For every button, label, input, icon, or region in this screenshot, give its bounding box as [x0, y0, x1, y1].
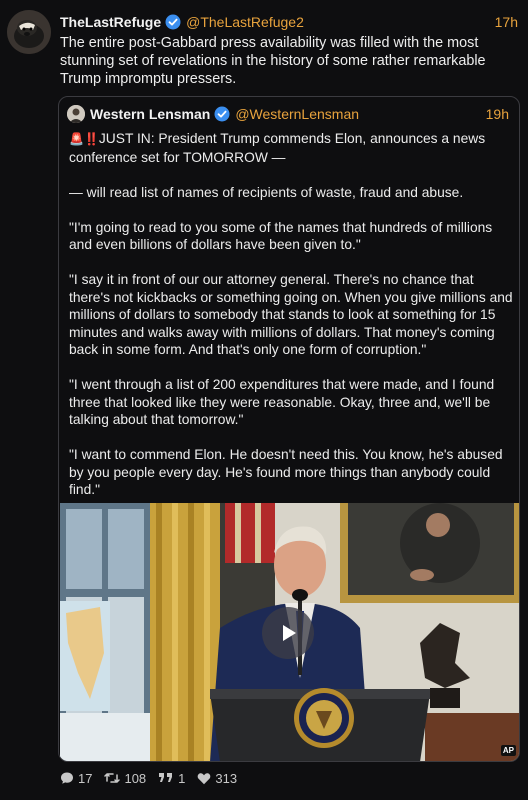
action-bar [60, 769, 249, 787]
quoted-paragraph [69, 130, 515, 166]
post-timestamp[interactable]: 17h [494, 14, 518, 30]
quote-icon [158, 772, 174, 784]
like-count: 313 [215, 770, 238, 786]
post-text: The entire post-Gabbard press availability was filled with the most stunning set of revelations in the history of some rather remarkable Trump impromptu pressers. [60, 35, 486, 87]
repost-button[interactable] [104, 771, 146, 786]
quoted-author-name[interactable]: Western Lensman [90, 106, 211, 122]
heart-icon [197, 772, 211, 785]
post-header [60, 12, 518, 32]
like-button[interactable] [197, 771, 237, 786]
video-thumbnail[interactable] [60, 503, 520, 762]
quoted-post[interactable] [58, 96, 520, 762]
quoted-timestamp[interactable]: 19h [485, 106, 509, 122]
quoted-header [67, 104, 509, 124]
verified-badge-icon [165, 14, 181, 30]
author-name[interactable]: TheLastRefuge [60, 14, 162, 30]
quoted-author-handle[interactable]: @WesternLensman [235, 106, 360, 122]
author-handle[interactable]: @TheLastRefuge2 [186, 14, 304, 30]
reply-button[interactable] [60, 771, 92, 786]
quoted-paragraph: — will read list of names of recipients of waste, fraud and abuse. [69, 184, 464, 200]
quoted-text [69, 130, 515, 516]
verified-badge-icon [214, 106, 230, 122]
repost-count: 108 [124, 770, 147, 786]
play-button[interactable] [262, 607, 314, 659]
quoted-paragraph-text: JUST IN: President Trump commends Elon, announces a news conference set for TOMORROW — [69, 131, 486, 165]
repost-icon [104, 771, 120, 785]
quoted-paragraph: "I went through a list of 200 expenditures that were made, and I found three that looked like they were reasonable. Okay, three and, we'll be talking about that tomorrow." [69, 377, 495, 427]
play-icon [277, 622, 299, 644]
reply-count: 17 [78, 770, 93, 786]
quote-count: 1 [178, 770, 186, 786]
alert-emoji-icon: 🚨‼️ [69, 132, 99, 146]
quote-button[interactable] [158, 771, 185, 786]
media-watermark: AP [502, 746, 514, 755]
quoted-paragraph: "I say it in front of our our attorney general. There's no chance that there's not kickbacks or something going on. When you give millions and millions of dollars to somebody that stands to look at something for 15 minutes and walks away with millions of dollars. That money's coming back in some form. And that's only one form of corruption." [69, 272, 513, 357]
author-avatar[interactable] [7, 10, 51, 54]
quoted-author-avatar[interactable] [67, 105, 85, 123]
reply-icon [60, 771, 74, 785]
quoted-paragraph: "I want to commend Elon. He doesn't need this. You know, he's abused by you people every day. He's found more things than anybody could find." [69, 447, 503, 497]
quoted-paragraph: "I'm going to read to you some of the names that hundreds of millions and even billions of dollars have been given to." [69, 219, 493, 252]
